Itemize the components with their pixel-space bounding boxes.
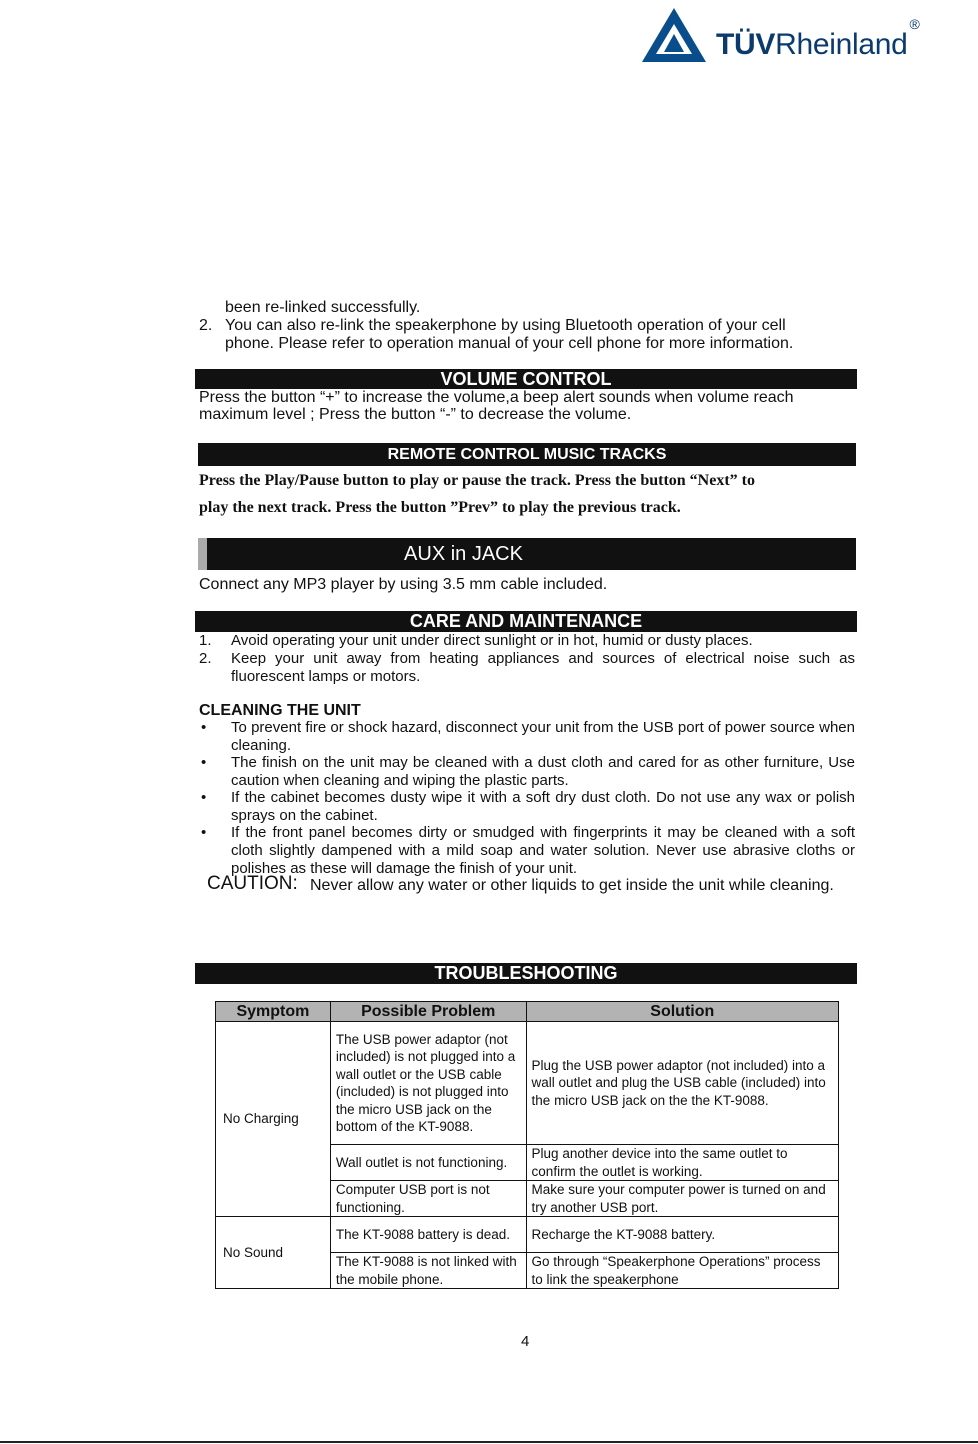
intro-item-line2: phone. Please refer to operation manual of your cell phone for more information.: [225, 335, 794, 352]
symptom-cell: No Sound: [216, 1217, 331, 1289]
troubleshooting-table: [215, 1001, 839, 1289]
solution-cell: Plug another device into the same outlet to confirm the outlet is working.: [526, 1145, 838, 1181]
care-item-2: Keep your unit away from heating appliances and sources of electrical noise such as fluorescent lamps or motors.: [231, 650, 855, 685]
cleaning-item-1: To prevent fire or shock hazard, disconnect your unit from the USB port of power source when cleaning.: [231, 719, 855, 754]
problem-cell: The KT-9088 is not linked with the mobile phone.: [330, 1253, 526, 1289]
volume-line1: Press the button “+” to increase the volume,a beep alert sounds when volume reach: [199, 389, 794, 406]
column-header-problem: Possible Problem: [330, 1002, 526, 1022]
caution-label: CAUTION:: [207, 873, 298, 894]
page-number: 4: [521, 1333, 530, 1350]
logo-wordmark: TÜVRheinland®: [716, 16, 920, 61]
bullet: •: [201, 719, 207, 736]
solution-cell: Plug the USB power adaptor (not included) into a wall outlet and plug the USB cable (included) into the micro USB jack on the the KT-9088.: [526, 1022, 838, 1145]
cleaning-item-2: The finish on the unit may be cleaned with a dust cloth and cared for as other furniture, Use caution when cleaning and wiping the plastic parts.: [231, 754, 855, 789]
cleaning-item-3: If the cabinet becomes dusty wipe it with a soft dry dust cloth. Do not use any wax or polish sprays on the cabinet.: [231, 789, 855, 824]
problem-cell: Computer USB port is not functioning.: [330, 1181, 526, 1217]
column-header-symptom: Symptom: [216, 1002, 331, 1022]
care-item-2-number: 2.: [199, 650, 212, 667]
caution-text: Never allow any water or other liquids to get inside the unit while cleaning.: [310, 877, 834, 894]
symptom-cell: No Charging: [216, 1022, 331, 1217]
solution-cell: Go through “Speakerphone Operations” process to link the speakerphone: [526, 1253, 838, 1289]
cleaning-item-4: If the front panel becomes dirty or smudged with fingerprints it may be cleaned with a soft cloth slightly dampened with a mild soap and water solution. Never use abrasive cloths or polishes as these will damage the finish of your unit.: [231, 824, 855, 877]
troubleshooting-header: TROUBLESHOOTING: [195, 963, 857, 984]
volume-line2: maximum level ; Press the button “-” to decrease the volume.: [199, 406, 632, 423]
cleaning-title: CLEANING THE UNIT: [199, 702, 361, 719]
triangle-logo-icon: [640, 6, 708, 64]
table-row: [216, 1022, 839, 1145]
aux-jack-header: AUX in JACK: [207, 538, 856, 570]
aux-line: Connect any MP3 player by using 3.5 mm cable included.: [199, 576, 608, 593]
solution-cell: Recharge the KT-9088 battery.: [526, 1217, 838, 1253]
problem-cell: Wall outlet is not functioning.: [330, 1145, 526, 1181]
remote-control-header: REMOTE CONTROL MUSIC TRACKS: [198, 443, 856, 466]
bottom-rule: [0, 1441, 978, 1443]
problem-cell: The KT-9088 battery is dead.: [330, 1217, 526, 1253]
remote-line2: play the next track. Press the button ”Prev” to play the previous track.: [199, 499, 681, 516]
bullet: •: [201, 824, 207, 841]
care-item-1-number: 1.: [199, 632, 212, 649]
volume-control-header: VOLUME CONTROL: [195, 369, 857, 389]
table-header-row: [216, 1002, 839, 1022]
intro-line: been re-linked successfully.: [225, 299, 421, 316]
intro-item-line1: You can also re-link the speakerphone by using Bluetooth operation of your cell: [225, 317, 786, 334]
intro-item-number: 2.: [199, 317, 213, 334]
care-maintenance-header: CARE AND MAINTENANCE: [195, 611, 857, 632]
bullet: •: [201, 789, 207, 806]
bullet: •: [201, 754, 207, 771]
care-item-1: Avoid operating your unit under direct sunlight or in hot, humid or dusty places.: [231, 632, 753, 649]
table-row: [216, 1217, 839, 1253]
column-header-solution: Solution: [526, 1002, 838, 1022]
remote-line1: Press the Play/Pause button to play or pause the track. Press the button “Next” to: [199, 472, 755, 489]
solution-cell: Make sure your computer power is turned on and try another USB port.: [526, 1181, 838, 1217]
problem-cell: The USB power adaptor (not included) is not plugged into a wall outlet or the USB cable (included) is not plugged into the micro USB jack on the bottom of the KT-9088.: [330, 1022, 526, 1145]
tuv-rheinland-logo: [640, 6, 960, 64]
